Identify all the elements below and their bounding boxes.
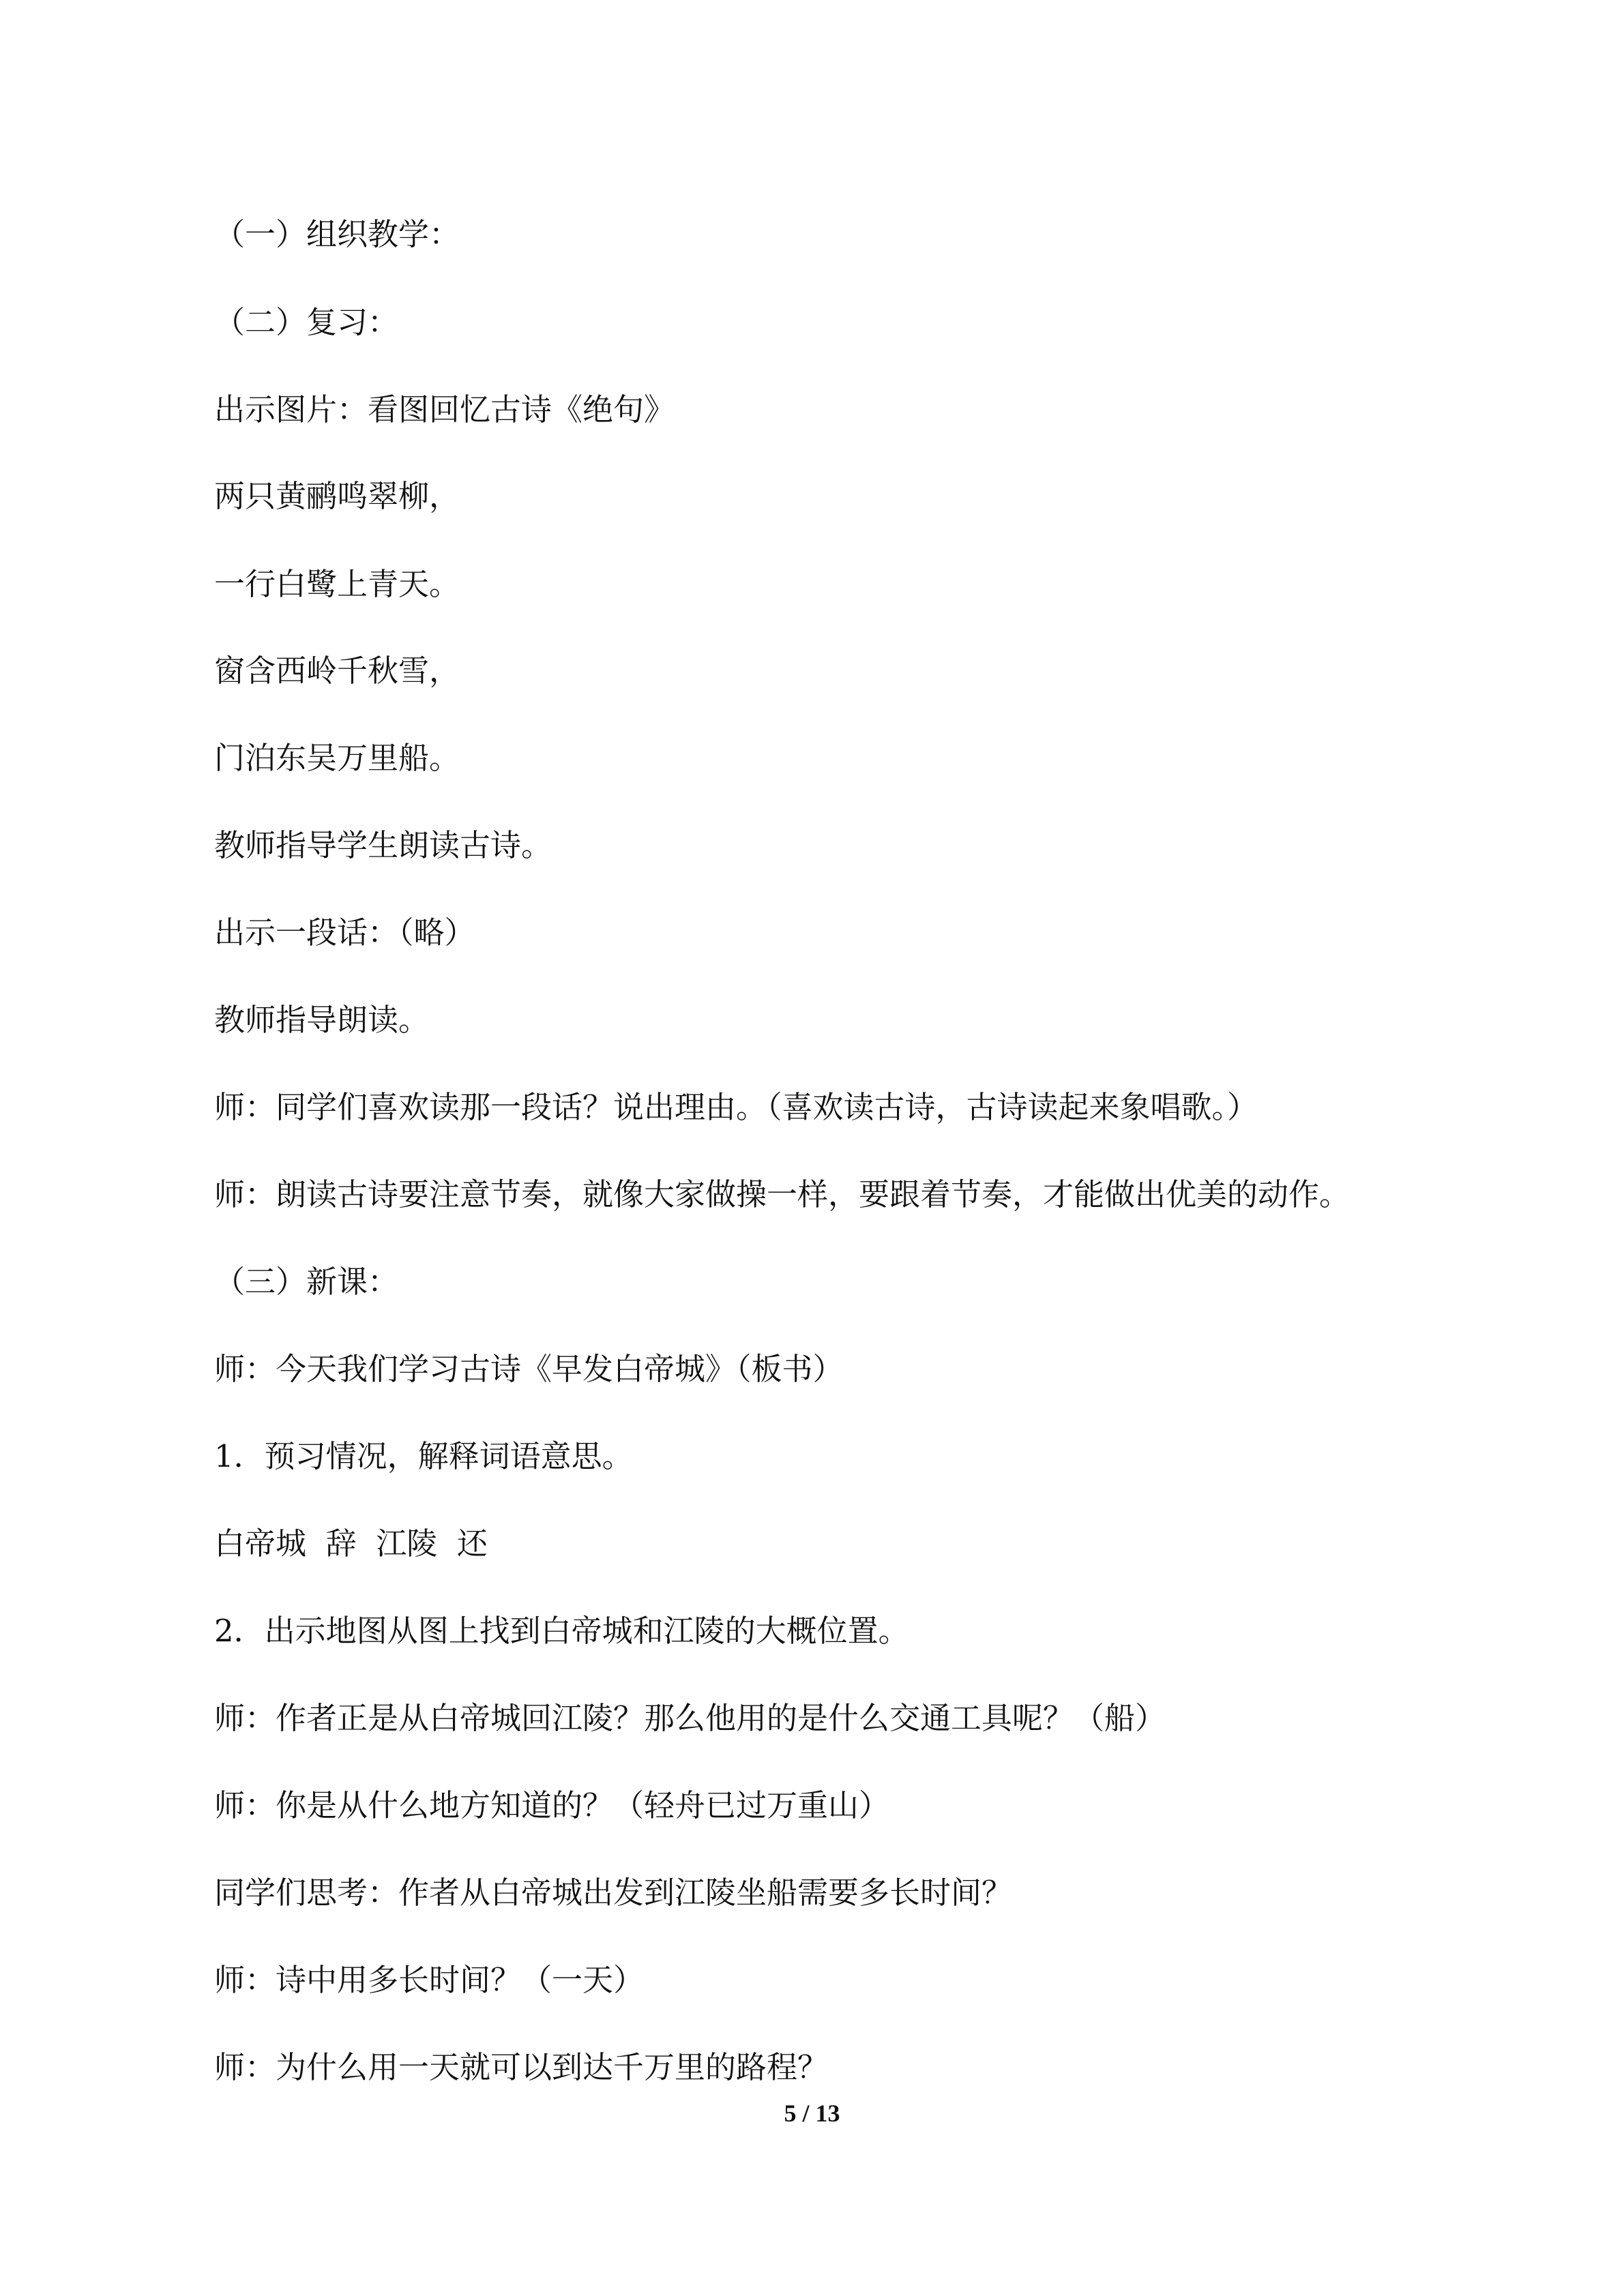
paragraph-teacher-question-transport: 师：作者正是从白帝城回江陵？那么他用的是什么交通工具呢？（船） bbox=[214, 1700, 1166, 1736]
paragraph-teacher-question-time: 师：诗中用多长时间？（一天） bbox=[214, 1962, 645, 1998]
paragraph-show-picture: 出示图片：看图回忆古诗《绝句》 bbox=[214, 391, 675, 428]
paragraph-teacher-question-1: 师：同学们喜欢读那一段话？说出理由。（喜欢读古诗，古诗读起来象唱歌。） bbox=[214, 1089, 1258, 1125]
paragraph-teacher-rhythm: 师：朗读古诗要注意节奏，就像大家做操一样，要跟着节奏，才能做出优美的动作。 bbox=[214, 1176, 1350, 1212]
paragraph-teacher-question-source: 师：你是从什么地方知道的？（轻舟已过万重山） bbox=[214, 1787, 890, 1823]
paragraph-teacher-guide-poem: 教师指导学生朗读古诗。 bbox=[214, 827, 552, 863]
poem-line-4: 门泊东吴万里船。 bbox=[214, 740, 460, 776]
poem-line-1: 两只黄鹂鸣翠柳， bbox=[214, 478, 460, 514]
list-item-2: 2．出示地图从图上找到白帝城和江陵的大概位置。 bbox=[214, 1613, 909, 1649]
list-item-1: 1．预习情况，解释词语意思。 bbox=[214, 1438, 633, 1474]
paragraph-show-passage: 出示一段话：（略） bbox=[214, 914, 475, 951]
paragraph-teacher-question-why: 师：为什么用一天就可以到达千万里的路程？ bbox=[214, 2049, 829, 2085]
section-heading-review: （二）复习： bbox=[214, 304, 399, 340]
section-heading-new-lesson: （三）新课： bbox=[214, 1264, 399, 1300]
page-number: 5 / 13 bbox=[784, 2100, 840, 2127]
poem-line-2: 一行白鹭上青天。 bbox=[214, 566, 460, 602]
vocabulary-words: 白帝城 辞 江陵 还 bbox=[214, 1525, 488, 1562]
section-heading-organize: （一）组织教学： bbox=[214, 216, 460, 252]
poem-line-3: 窗含西岭千秋雪， bbox=[214, 653, 460, 689]
paragraph-today-poem: 师：今天我们学习古诗《早发白帝城》（板书） bbox=[214, 1351, 844, 1387]
paragraph-students-think: 同学们思考：作者从白帝城出发到江陵坐船需要多长时间？ bbox=[214, 1875, 1013, 1911]
paragraph-teacher-guide-reading: 教师指导朗读。 bbox=[214, 1002, 430, 1038]
